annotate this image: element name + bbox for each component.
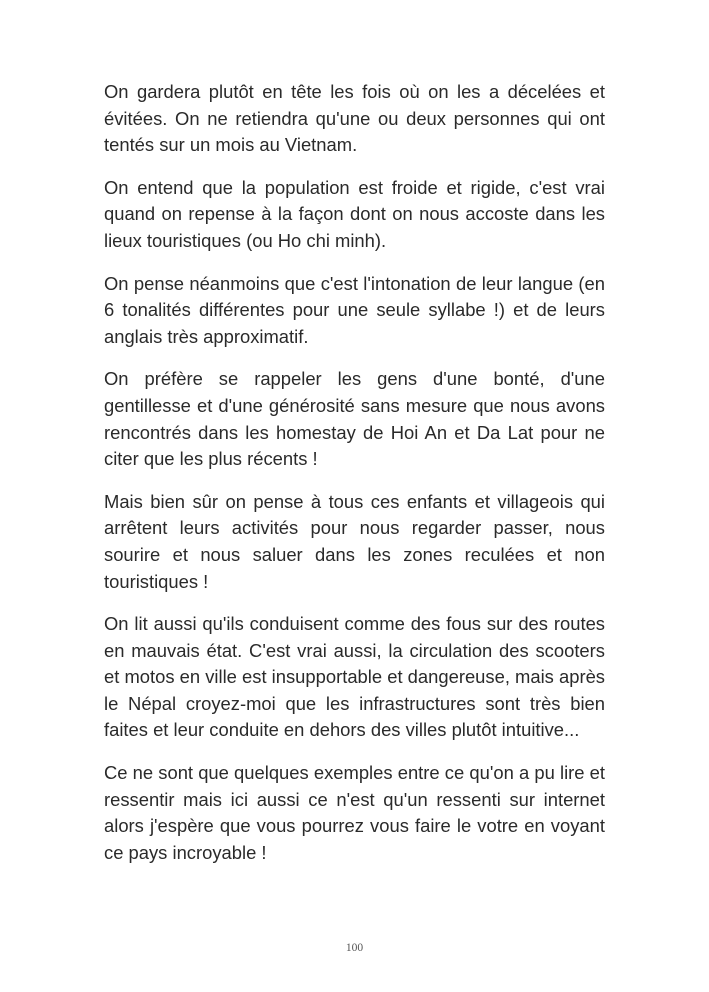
- paragraph-7: Ce ne sont que quelques exemples entre ce qu'on a pu lire et ressentir mais ici aussi ce n'est qu'un ressenti sur internet alors j'espère que vous pourrez vous faire le votre en voyant ce pays incroyable !: [104, 762, 605, 863]
- paragraph-2: On entend que la population est froide et rigide, c'est vrai quand on repense à la façon dont on nous accoste dans les lieux touristiques (ou Ho chi minh).: [104, 176, 605, 251]
- paragraph-5: Mais bien sûr on pense à tous ces enfants et villageois qui arrêtent leurs activités pour nous regarder passer, nous sourire et nous saluer dans les zones reculées et non touristiques !: [104, 490, 605, 592]
- paragraph-1: On gardera plutôt en tête les fois où on les a décelées et évitées. On ne retiendra qu'une ou deux personnes qui ont tentés sur un mois au Vietnam.: [104, 81, 605, 156]
- paragraph-6: On lit aussi qu'ils conduisent comme des fous sur des routes en mauvais état. C'est vrai aussi, la circulation des scooters et motos en ville est insupportable et dangereuse, mais après le Népal croyez-moi que les infrastructures sont très bien faites et leur conduite en dehors des villes plutôt intuitive...: [104, 613, 605, 741]
- paragraph-4: On préfère se rappeler les gens d'une bonté, d'une gentillesse et d'une générosité sans mesure que nous avons rencontrés dans les homestay de Hoi An et Da Lat pour ne citer que les plus récents !: [104, 368, 605, 470]
- paragraph-3: On pense néanmoins que c'est l'intonation de leur langue (en 6 tonalités différentes pour une seule syllabe !) et de leurs anglais très approximatif.: [104, 272, 605, 347]
- page-body: [104, 79, 605, 882]
- page-number: 100: [345, 942, 364, 954]
